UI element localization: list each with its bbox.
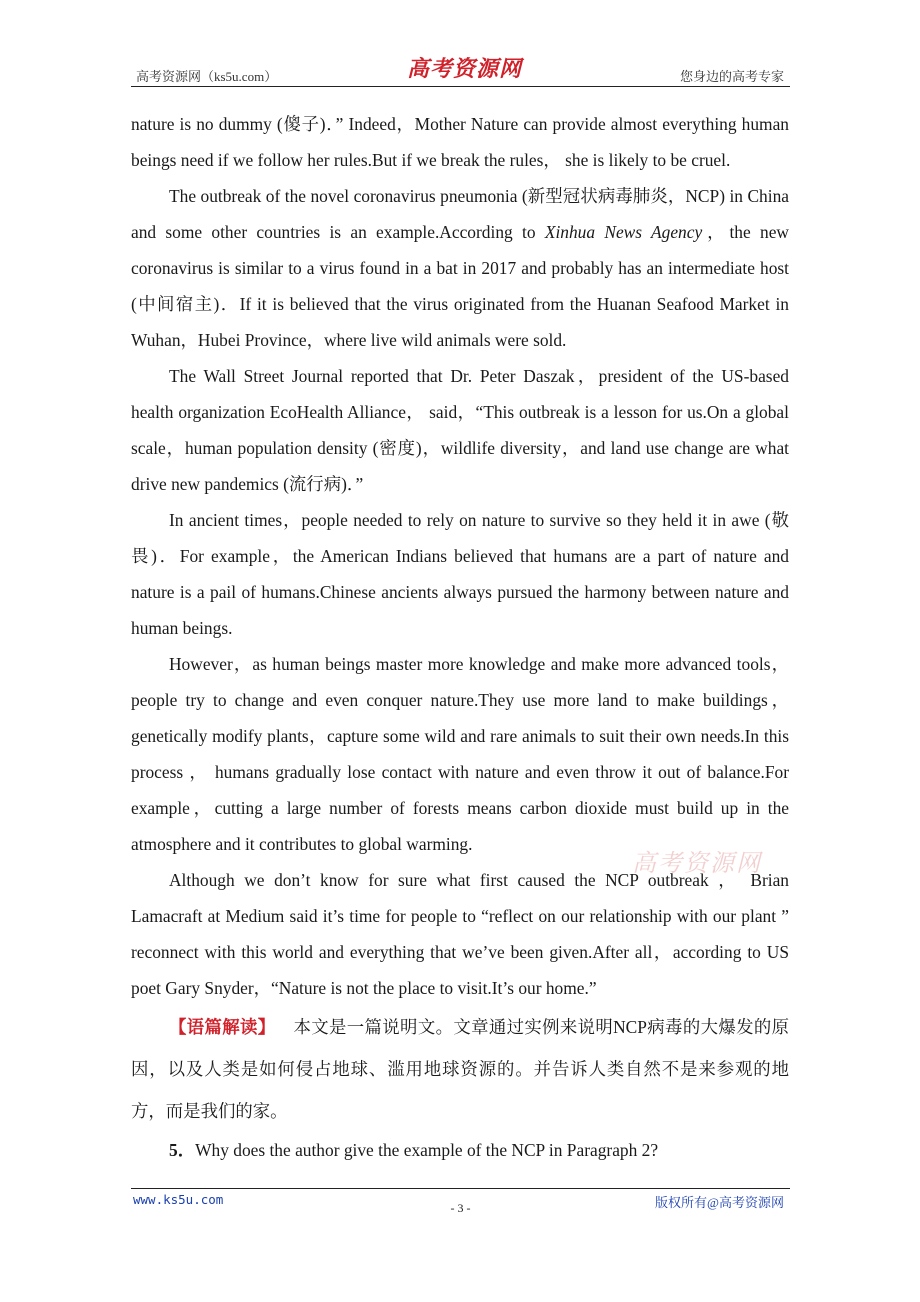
news-agency-name: Xinhua News Agency: [544, 222, 703, 242]
page-header: [131, 52, 790, 87]
paragraph-2-part-a: The outbreak of the novel coronavirus pneumonia (新型冠状病毒肺炎，NCP) in China and some other countries is an example.According to: [131, 186, 789, 242]
page-footer: [131, 1188, 790, 1229]
paragraph-2-part-b: ，the new coronavirus is similar to a virus found in a bat in 2017 and probably has an intermediate host (中间宿主)．If it is believed that the virus originated from the Huanan Seafood Market in Wuhan，Hubei Province，where live wild animals were sold.: [131, 222, 789, 350]
analysis-text: 本文是一篇说明文。文章通过实例来说明NCP病毒的大爆发的原因，以及人类是如何侵占地球、滥用地球资源的。并告诉人类自然不是来参观的地方，而是我们的家。: [131, 1017, 789, 1121]
question-text: Why does the author give the example of the NCP in Paragraph 2?: [195, 1140, 659, 1160]
paragraph-2: [131, 178, 789, 358]
footer-url[interactable]: www.ks5u.com: [133, 1192, 224, 1207]
footer-copyright: 版权所有@高考资源网: [655, 1195, 784, 1210]
watermark: 高考资源网: [632, 851, 762, 877]
header-slogan: 您身边的高考专家: [679, 69, 784, 84]
analysis-tag: 【语篇解读】: [169, 1017, 276, 1037]
page-number: - 3 -: [450, 1201, 471, 1215]
paragraph-1: nature is no dummy (傻子)．” Indeed，Mother Nature can provide almost everything human beings need if we follow her rules.But if we break the rules， she is likely to be cruel.: [131, 114, 789, 170]
header-site-name: 高考资源网（ks5u.com）: [136, 69, 278, 84]
question-number: 5．: [169, 1140, 196, 1160]
article-body: [131, 106, 789, 1168]
paragraph-3: The Wall Street Journal reported that Dr. Peter Daszak，president of the US-based health organization EcoHealth Alliance， said，“This outbreak is a lesson for us.On a global scale，human population density (密度)，wildlife diversity，and land use change are what drive new pandemics (流行病)．”: [131, 366, 789, 494]
header-logo: 高考资源网: [407, 56, 523, 81]
paragraph-6: Although we don’t know for sure what first caused the NCP outbreak ， Brian Lamacraft at Medium said it’s time for people to “reflect on our relationship with our plant ” reconnect with this world and everything that we’ve been given.After all，according to US poet Gary Snyder，“Nature is not the place to visit.It’s our home.”: [131, 870, 789, 998]
paragraph-4: In ancient times，people needed to rely on nature to survive so they held it in awe (敬畏)．For example，the American Indians believed that humans are a part of nature and nature is a pail of humans.Chinese ancients always pursued the harmony between nature and human beings.: [131, 510, 789, 638]
passage-analysis: [131, 1006, 789, 1132]
question-5: [131, 1132, 789, 1168]
paragraph-5: However，as human beings master more knowledge and make more advanced tools，people try to change and even conquer nature.They use more land to make buildings，genetically modify plants，capture some wild and rare animals to suit their own needs.In this process ， humans gradually lose contact with nature and even throw it out of balance.For example，cutting a large number of forests means carbon dioxide must build up in the atmosphere and it contributes to global warming.: [131, 654, 789, 854]
